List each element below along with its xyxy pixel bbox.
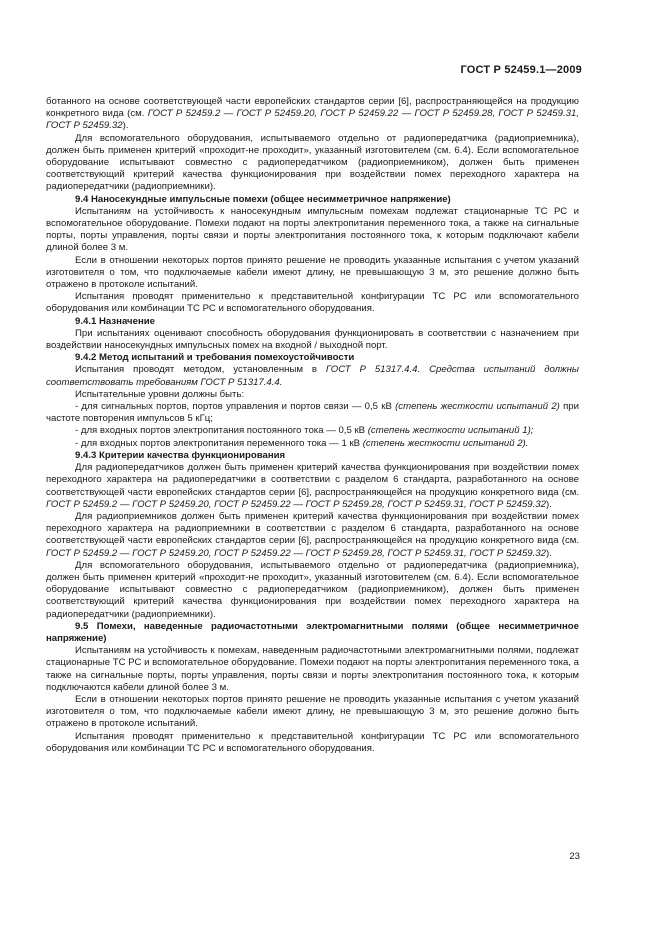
paragraph-3: Испытаниям на устойчивость к наносекундным импульсным помехам подлежат стационарные ТС РС и вспомогательное оборудование. Помехи подают на порты электропитания переменного тока, а также на сигнальные порты, порты управления, порты связи и порты электропитания постоянного тока, к которым подключают кабели длиной более 3 м. bbox=[46, 205, 579, 254]
paragraph-6: При испытаниях оценивают способность оборудования функционировать в соответствии с назначением при воздействии наносекундных импульсных помех на входной / выходной порт. bbox=[46, 327, 579, 352]
page-number: 23 bbox=[569, 851, 580, 862]
paragraph-9: Для радиопередатчиков должен быть применен критерий качества функционирования при воздействии помех переходного характера на радиопередатчики в соответствии с разделом 6 стандарта, разработанного на основе соответствующей части европейских стандартов серии [6], распространяющейся на продукцию конкретного вида (см. ГОСТ Р 52459.2 — ГОСТ Р 52459.20, ГОСТ Р 52459.22 — ГОСТ Р 52459.28, ГОСТ Р 52459.31, ГОСТ Р 52459.32). bbox=[46, 462, 579, 510]
page-body bbox=[46, 96, 579, 755]
paragraph-5: Испытания проводят применительно к представительной конфигурации ТС РС или вспомогательного оборудования или комбинации ТС РС и вспомогательного оборудования. bbox=[46, 291, 579, 315]
paragraph-2: Для вспомогательного оборудования, испытываемого отдельно от радиопередатчика (радиоприемника), должен быть применен критерий «проходит-не проходит», указанный изготовителем (см. 6.4). Если вспомогательное оборудование испытывают совместно с радиопередатчиком (радиоприемником), должен быть применен соответствующий критерий качества функционирования при воздействии помех переходного характера на радиопередатчики (радиоприемники). bbox=[46, 132, 579, 193]
paragraph-4: Если в отношении некоторых портов принято решение не проводить указанные испытания с учетом указаний изготовителя о том, что подключаемые кабели имеют длину, не превышающую 3 м, это решение должно быть отражено в протоколе испытаний. bbox=[46, 254, 579, 291]
section-9-4-1-heading: 9.4.1 Назначение bbox=[75, 315, 155, 327]
section-9-4-3-heading: 9.4.3 Критерии качества функционирования bbox=[75, 449, 286, 461]
section-9-4-heading: 9.4 Наносекундные импульсные помехи (общее несимметричное напряжение) bbox=[75, 193, 451, 205]
list-item-2: - для входных портов электропитания постоянного тока — 0,5 кВ (степень жесткости испытаний 1); bbox=[75, 425, 534, 437]
paragraph-12: Испытаниям на устойчивость к помехам, наведенным радиочастотными электромагнитными полями, подлежат стационарные ТС РС и вспомогательное оборудование. Помехи подают на порты электропитания переменного тока, а также на сигнальные порты, порты управления, порты связи и порты электропитания постоянного тока, к которым подключаются кабели длиной более 3 м. bbox=[46, 645, 579, 693]
paragraph-14: Испытания проводят применительно к представительной конфигурации ТС РС или вспомогательного оборудования или комбинации ТС РС и вспомогательного оборудования. bbox=[46, 730, 579, 754]
paragraph-11: Для вспомогательного оборудования, испытываемого отдельно от радиопередатчика (радиоприемника), должен быть применен критерий «проходит-не проходит», указанный изготовителем (см. 6.4). Если вспомогательное оборудование испытывают совместно с радиопередатчиком (радиоприемником), должен быть применен соответствующий критерий качества функционирования при воздействии помех переходного характера на радиопередатчики (радиоприемники). bbox=[46, 559, 579, 620]
list-item-1: - для сигнальных портов, портов управления и портов связи — 0,5 кВ (степень жесткости испытаний 2) при частоте повторения импульсов 5 кГц; bbox=[46, 401, 579, 425]
paragraph-7: Испытания проводят методом, установленным в ГОСТ Р 51317.4.4. Средства испытаний должны соответствовать требованиям ГОСТ Р 51317.4.4. bbox=[46, 364, 579, 388]
list-item-3: - для входных портов электропитания переменного тока — 1 кВ (степень жесткости испытаний 2). bbox=[75, 437, 529, 449]
paragraph-13: Если в отношении некоторых портов принято решение не проводить указанные испытания с учетом указаний изготовителя о том, что подключаемые кабели имеют длину, не превышающую 3 м, это решение должно быть отражено в протоколе испытаний. bbox=[46, 693, 579, 730]
section-9-4-2-heading: 9.4.2 Метод испытаний и требования помехоустойчивости bbox=[75, 352, 355, 364]
document-header: ГОСТ Р 52459.1—2009 bbox=[460, 64, 582, 76]
section-9-5-heading: 9.5 Помехи, наведенные радиочастотными электромагнитными полями (общее несимметричное напряжение) bbox=[46, 620, 579, 644]
paragraph-1: ботанного на основе соответствующей части европейских стандартов серии [6], распространяющейся на продукцию конкретного вида (см. ГОСТ Р 52459.2 — ГОСТ Р 52459.20, ГОСТ Р 52459.22 — ГОСТ Р 52459.28, ГОСТ Р 52459.31, ГОСТ Р 52459.32). bbox=[46, 96, 579, 132]
paragraph-8: Испытательные уровни должны быть: bbox=[75, 388, 245, 400]
paragraph-10: Для радиоприемников должен быть применен критерий качества функционирования при воздействии помех переходного характера на радиоприемники в соответствии с разделом 6 стандарта, разработанного на основе соответствующей части европейских стандартов серии [6], распространяющейся на продукцию конкретного вида (см. ГОСТ Р 52459.2 — ГОСТ Р 52459.20, ГОСТ Р 52459.22 — ГОСТ Р 52459.28, ГОСТ Р 52459.31, ГОСТ Р 52459.32). bbox=[46, 510, 579, 559]
